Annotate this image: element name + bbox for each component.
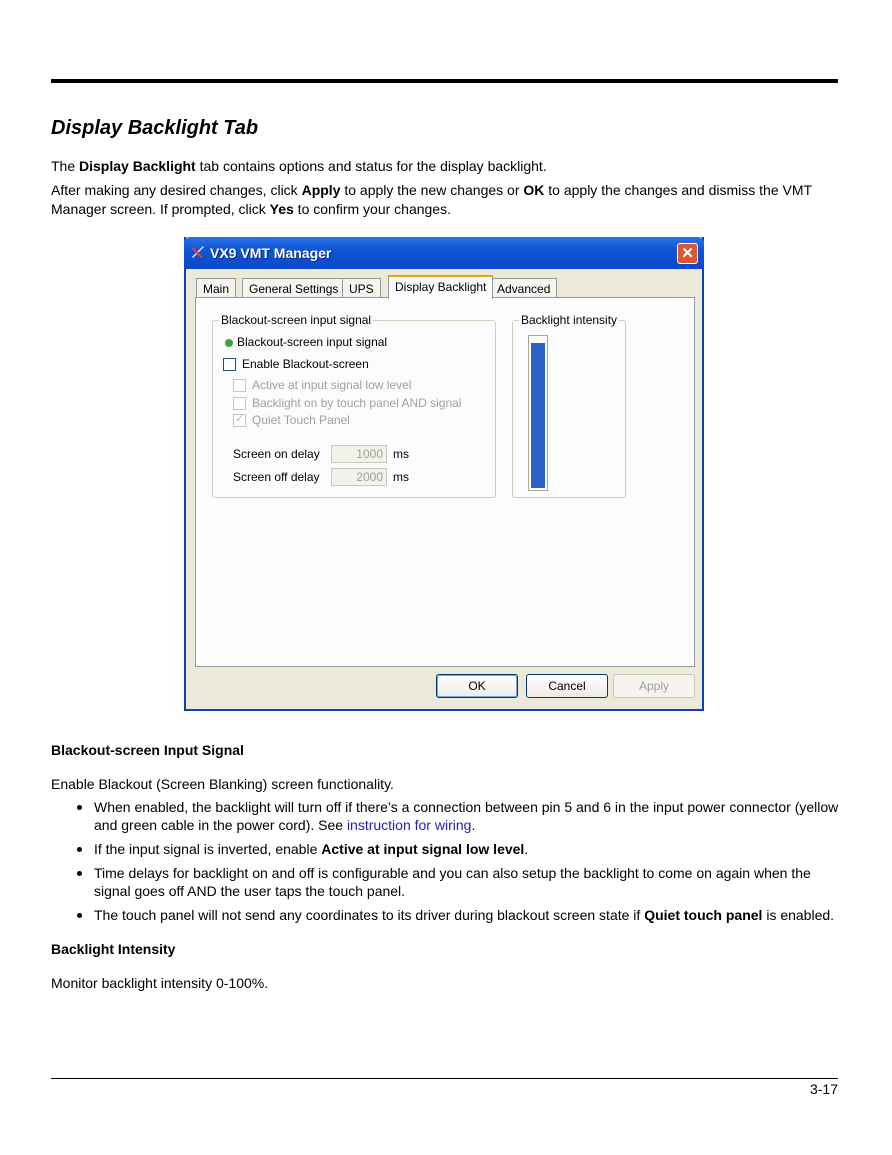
tab-main[interactable]: Main <box>196 278 236 298</box>
page-title: Display Backlight Tab <box>51 117 259 139</box>
blackout-status-label: Blackout-screen input signal <box>237 335 388 349</box>
close-button[interactable] <box>677 243 698 264</box>
vmt-manager-dialog <box>184 237 704 711</box>
backlight-intensity-groupbox <box>512 313 626 498</box>
screen-off-label: Screen off delay <box>233 470 320 484</box>
blackout-section-intro: Enable Blackout (Screen Blanking) screen functionality. <box>51 776 394 792</box>
bullet-4: The touch panel will not send any coordinates to its driver during blackout screen state if Quiet touch panel is enabled. <box>51 906 846 924</box>
blackout-section-heading: Blackout-screen Input Signal <box>51 742 244 758</box>
screen-on-unit: ms <box>393 447 409 461</box>
close-icon: ✕ <box>681 245 694 262</box>
page-number: 3-17 <box>809 1081 838 1097</box>
screen-off-unit: ms <box>393 470 409 484</box>
ok-button[interactable]: OK <box>436 674 518 698</box>
intensity-group-title: Backlight intensity <box>521 313 618 327</box>
checkbox-icon <box>233 414 246 427</box>
dialog-title: VX9 VMT Manager <box>210 245 332 261</box>
blackout-bullet-list <box>51 798 846 930</box>
backlight-and-signal-checkbox[interactable] <box>233 396 461 410</box>
checkbox-icon <box>233 379 246 392</box>
blackout-group-title: Blackout-screen input signal <box>221 313 372 327</box>
active-low-checkbox[interactable] <box>233 378 411 392</box>
enable-blackout-label: Enable Blackout-screen <box>242 357 369 371</box>
active-low-label: Active at input signal low level <box>252 378 412 392</box>
tab-display-backlight[interactable]: Display Backlight <box>388 275 493 299</box>
screen-on-label: Screen on delay <box>233 447 320 461</box>
enable-blackout-checkbox[interactable] <box>223 357 369 371</box>
screen-off-delay-field[interactable]: 2000 <box>331 468 387 486</box>
intensity-section-heading: Backlight Intensity <box>51 941 176 957</box>
top-rule <box>51 79 838 83</box>
intensity-section-text: Monitor backlight intensity 0-100%. <box>51 975 269 991</box>
bullet-2: If the input signal is inverted, enable Active at input signal low level. <box>51 840 846 858</box>
tab-ups[interactable]: UPS <box>342 278 381 298</box>
backlight-intensity-fill <box>531 343 545 488</box>
intro-paragraph-1: The Display Backlight tab contains options and status for the display backlight. <box>51 158 547 174</box>
blackout-groupbox <box>212 313 496 498</box>
checkmark-icon: ✓ <box>235 413 245 426</box>
bottom-rule <box>51 1078 838 1079</box>
quiet-touch-label: Quiet Touch Panel <box>252 413 350 427</box>
tab-advanced[interactable]: Advanced <box>490 278 557 298</box>
screen-on-delay-field[interactable]: 1000 <box>331 445 387 463</box>
intro-paragraph-2: After making any desired changes, click Apply to apply the new changes or OK to apply the changes and dismiss the VMT Manager screen. If prompted, click Yes to confirm your changes. <box>51 182 812 217</box>
app-icon <box>190 244 206 260</box>
dialog-titlebar[interactable] <box>184 237 704 269</box>
tab-general-settings[interactable]: General Settings <box>242 278 345 298</box>
bullet-3: Time delays for backlight on and off is configurable and you can also setup the backlight to come on again when the signal goes off AND the user taps the touch panel. <box>51 864 846 900</box>
quiet-touch-checkbox[interactable] <box>233 413 350 427</box>
checkbox-icon <box>233 397 246 410</box>
apply-button[interactable]: Apply <box>613 674 695 698</box>
blackout-status <box>225 335 387 349</box>
status-dot-icon <box>225 339 233 347</box>
display-backlight-panel <box>195 297 695 667</box>
cancel-button[interactable]: Cancel <box>526 674 608 698</box>
backlight-and-signal-label: Backlight on by touch panel AND signal <box>252 396 462 410</box>
bullet-1: When enabled, the backlight will turn off if there’s a connection between pin 5 and 6 in the input power connector (yellow and green cable in the power cord). See instruction for wiring. <box>51 798 846 834</box>
backlight-intensity-bar <box>528 335 548 491</box>
checkbox-icon <box>223 358 236 371</box>
wiring-instruction-link[interactable]: instruction for wiring <box>346 817 472 833</box>
